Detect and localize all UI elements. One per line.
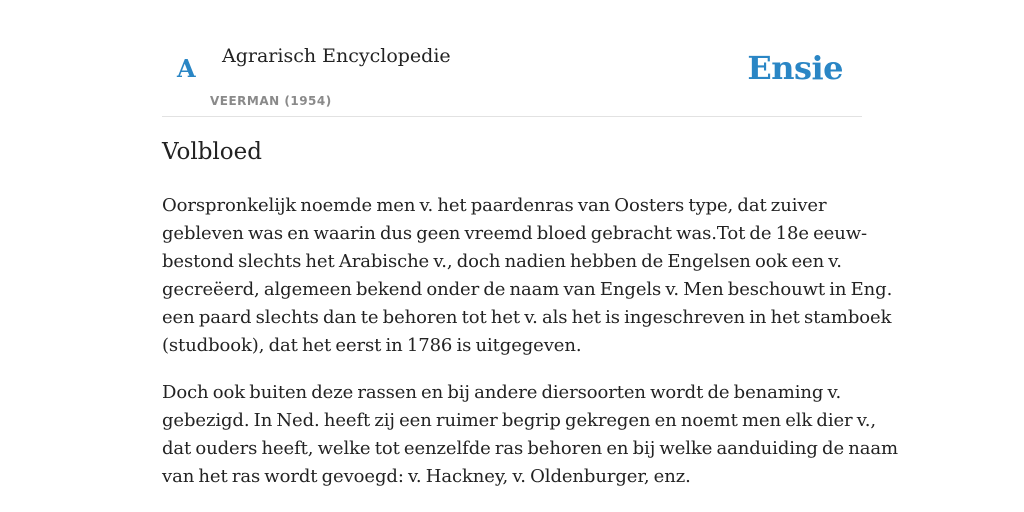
text-line: gecreëerd, algemeen bekend onder de naam van Engels v. Men beschouwt in Eng. [162,279,893,300]
text-line: gebleven was en waarin dus geen vreemd bloed gebracht was.Tot de 18e eeuw- [162,223,867,244]
text-line: een paard slechts dan te behoren tot het v. als het is ingeschreven in het stamboek [162,307,892,328]
text-line: bestond slechts het Arabische v., doch nadien hebben de Engelsen ook een v. [162,251,842,272]
entry-body [162,192,898,510]
source-title-link[interactable]: Agrarisch Encyclopedie [222,45,451,67]
source-letter-logo[interactable]: A [177,54,196,83]
paragraph-1 [162,192,893,360]
text-line: Oorspronkelijk noemde men v. het paardenras van Oosters type, dat zuiver [162,195,827,216]
text-line: van het ras wordt gevoegd: v. Hackney, v. Oldenburger, enz. [162,466,691,487]
text-line: (studbook), dat het eerst in 1786 is uitgegeven. [162,335,582,356]
ensie-logo[interactable]: Ensie [747,49,843,87]
text-line: gebezigd. In Ned. heeft zij een ruimer begrip gekregen en noemt men elk dier v., [162,410,876,431]
entry-page [162,0,898,487]
entry-title: Volbloed [162,139,262,165]
text-line: Doch ook buiten deze rassen en bij andere diersoorten wordt de benaming v. [162,382,842,403]
text-line: dat ouders heeft, welke tot eenzelfde ras behoren en bij welke aanduiding de naam [162,438,898,459]
paragraph-2 [162,379,898,491]
source-author: VEERMAN (1954) [210,94,332,108]
source-header [162,0,862,117]
